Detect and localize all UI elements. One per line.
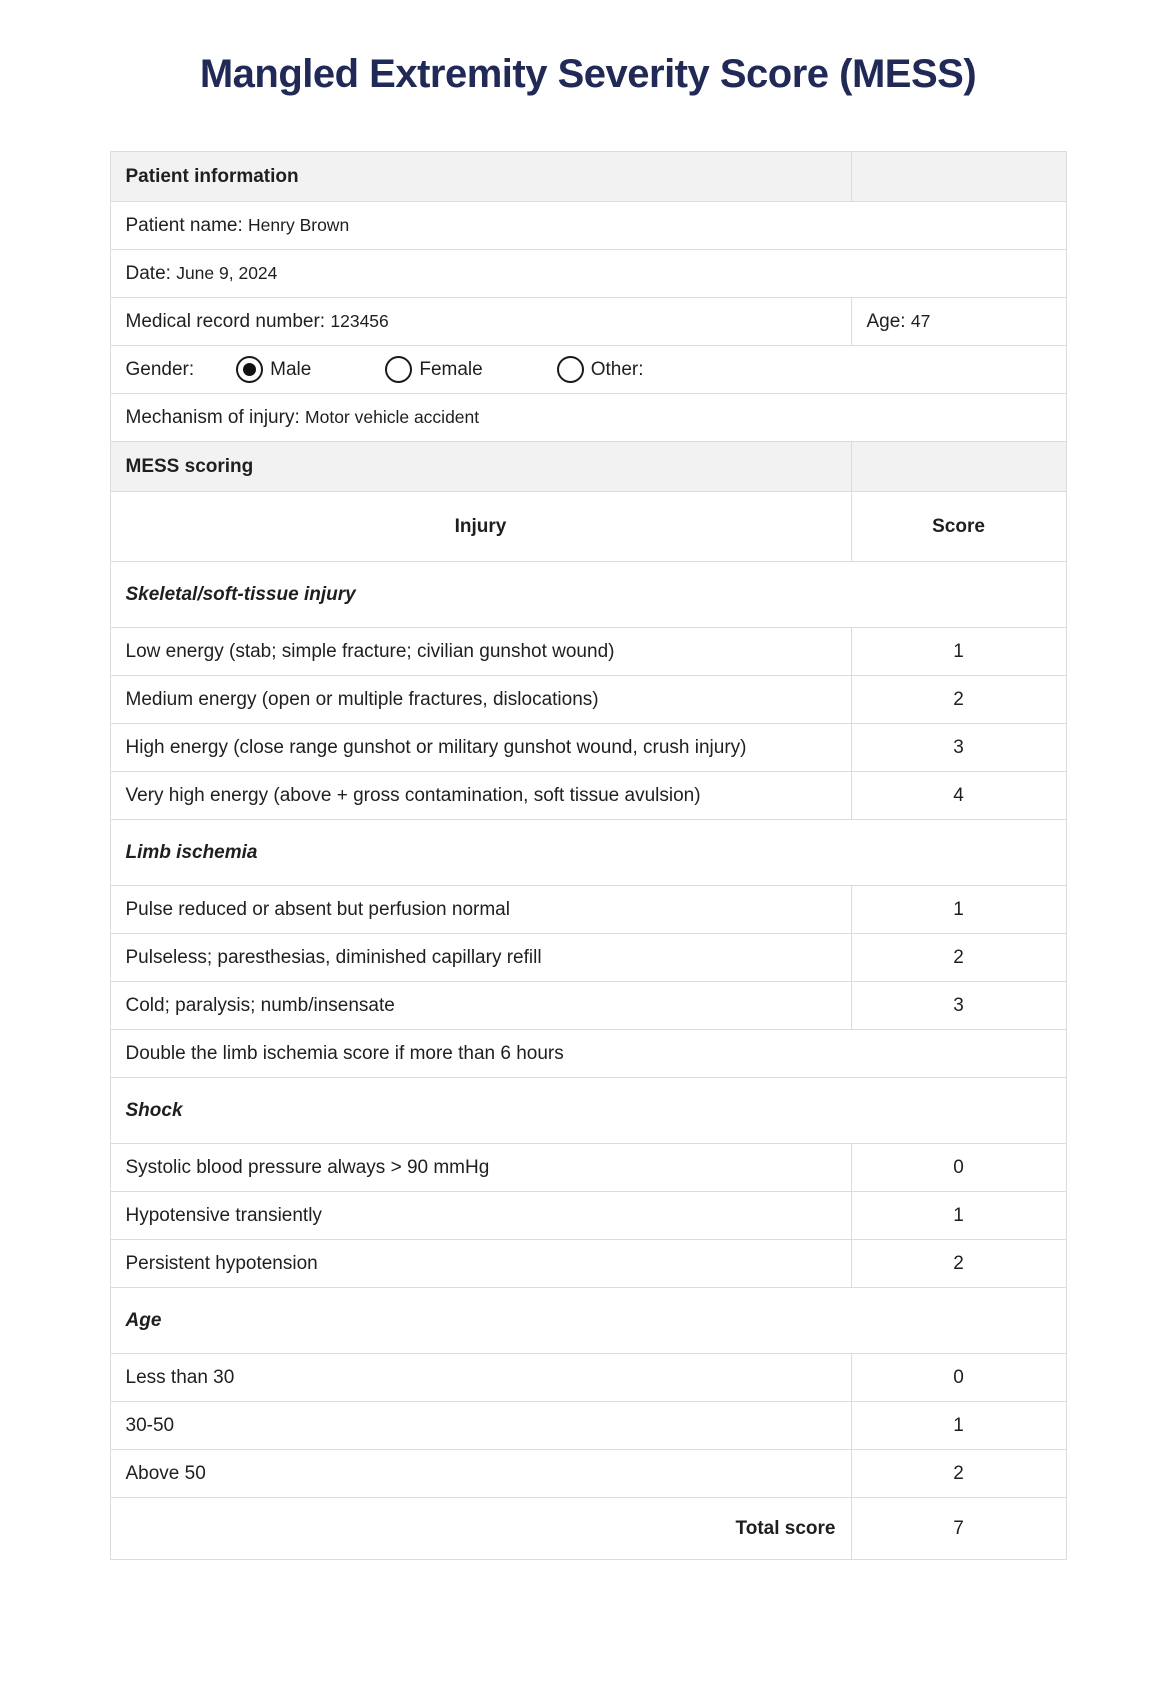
injury-cell: Hypotensive transiently bbox=[110, 1192, 851, 1240]
injury-cell: Systolic blood pressure always > 90 mmHg bbox=[110, 1144, 851, 1192]
score-cell: 1 bbox=[851, 628, 1066, 676]
score-row-medium-energy bbox=[110, 676, 1066, 724]
date-value: June 9, 2024 bbox=[176, 262, 278, 283]
score-row-persistent-hypotension bbox=[110, 1240, 1066, 1288]
score-row-systolic bbox=[110, 1144, 1066, 1192]
patient-info-section-title: Patient information bbox=[110, 152, 851, 202]
male-radio-label: Male bbox=[270, 358, 312, 380]
score-row-hypotensive-transiently bbox=[110, 1192, 1066, 1240]
score-cell: 2 bbox=[851, 676, 1066, 724]
total-score-value: 7 bbox=[851, 1498, 1066, 1560]
score-cell: 1 bbox=[851, 886, 1066, 934]
mess-form-table bbox=[110, 151, 1067, 1560]
score-column-header: Score bbox=[851, 492, 1066, 562]
score-cell: 2 bbox=[851, 934, 1066, 982]
scoring-column-header-row bbox=[110, 492, 1066, 562]
score-cell: 2 bbox=[851, 1240, 1066, 1288]
injury-cell: Low energy (stab; simple fracture; civilian gunshot wound) bbox=[110, 628, 851, 676]
score-row-very-high-energy bbox=[110, 772, 1066, 820]
mess-scoring-section-title: MESS scoring bbox=[110, 442, 851, 492]
ischemia-note: Double the limb ischemia score if more than 6 hours bbox=[110, 1030, 1066, 1078]
mrn-value: 123456 bbox=[330, 310, 389, 331]
ischemia-note-row bbox=[110, 1030, 1066, 1078]
gender-option-female bbox=[385, 356, 524, 383]
score-row-high-energy bbox=[110, 724, 1066, 772]
male-radio-icon[interactable] bbox=[236, 356, 263, 383]
score-cell: 0 bbox=[851, 1144, 1066, 1192]
injury-cell: High energy (close range gunshot or military gunshot wound, crush injury) bbox=[110, 724, 851, 772]
patient-name-label: Patient name: bbox=[125, 214, 243, 236]
mrn-label: Medical record number: bbox=[125, 310, 326, 332]
gender-label: Gender: bbox=[125, 358, 195, 380]
other-radio-icon[interactable] bbox=[557, 356, 584, 383]
score-row-pulse-reduced bbox=[110, 886, 1066, 934]
injury-cell: Very high energy (above + gross contamination, soft tissue avulsion) bbox=[110, 772, 851, 820]
mess-scoring-section-header bbox=[110, 442, 1066, 492]
group-header-age: Age bbox=[110, 1288, 1066, 1354]
gender-option-male bbox=[236, 356, 353, 383]
score-row-low-energy bbox=[110, 628, 1066, 676]
other-radio-label: Other: bbox=[590, 358, 644, 380]
mrn-age-row bbox=[110, 298, 1066, 346]
female-radio-icon[interactable] bbox=[385, 356, 412, 383]
total-score-row bbox=[110, 1498, 1066, 1560]
injury-cell: Medium energy (open or multiple fractures, dislocations) bbox=[110, 676, 851, 724]
group-header-limb-ischemia: Limb ischemia bbox=[110, 820, 1066, 886]
gender-option-other bbox=[557, 356, 686, 383]
group-header-shock: Shock bbox=[110, 1078, 1066, 1144]
score-cell: 3 bbox=[851, 982, 1066, 1030]
date-row bbox=[110, 250, 1066, 298]
score-row-less-than-30 bbox=[110, 1354, 1066, 1402]
mechanism-label: Mechanism of injury: bbox=[125, 406, 300, 428]
group-header-skeletal: Skeletal/soft-tissue injury bbox=[110, 562, 1066, 628]
injury-cell: Persistent hypotension bbox=[110, 1240, 851, 1288]
age-value: 47 bbox=[910, 310, 931, 331]
score-row-30-50 bbox=[110, 1402, 1066, 1450]
score-cell: 1 bbox=[851, 1402, 1066, 1450]
page-title: Mangled Extremity Severity Score (MESS) bbox=[199, 52, 977, 96]
patient-name-value: Henry Brown bbox=[248, 214, 350, 235]
injury-cell: Pulseless; paresthesias, diminished capillary refill bbox=[110, 934, 851, 982]
score-cell: 4 bbox=[851, 772, 1066, 820]
injury-column-header: Injury bbox=[110, 492, 851, 562]
injury-cell: Above 50 bbox=[110, 1450, 851, 1498]
mechanism-value: Motor vehicle accident bbox=[305, 406, 480, 427]
age-label: Age: bbox=[866, 310, 906, 332]
injury-cell: Cold; paralysis; numb/insensate bbox=[110, 982, 851, 1030]
score-row-above-50 bbox=[110, 1450, 1066, 1498]
score-row-cold-paralysis bbox=[110, 982, 1066, 1030]
patient-info-section-header bbox=[110, 152, 1066, 202]
female-radio-label: Female bbox=[419, 358, 483, 380]
score-cell: 2 bbox=[851, 1450, 1066, 1498]
score-row-pulseless bbox=[110, 934, 1066, 982]
mechanism-row bbox=[110, 394, 1066, 442]
total-score-label: Total score bbox=[110, 1498, 851, 1560]
injury-cell: 30-50 bbox=[110, 1402, 851, 1450]
injury-cell: Less than 30 bbox=[110, 1354, 851, 1402]
patient-name-row bbox=[110, 202, 1066, 250]
mess-scoring-section-header-spacer bbox=[851, 442, 1066, 492]
gender-row bbox=[110, 346, 1066, 394]
patient-info-section-header-spacer bbox=[851, 152, 1066, 202]
score-cell: 1 bbox=[851, 1192, 1066, 1240]
score-cell: 3 bbox=[851, 724, 1066, 772]
injury-cell: Pulse reduced or absent but perfusion normal bbox=[110, 886, 851, 934]
score-cell: 0 bbox=[851, 1354, 1066, 1402]
date-label: Date: bbox=[125, 262, 171, 284]
